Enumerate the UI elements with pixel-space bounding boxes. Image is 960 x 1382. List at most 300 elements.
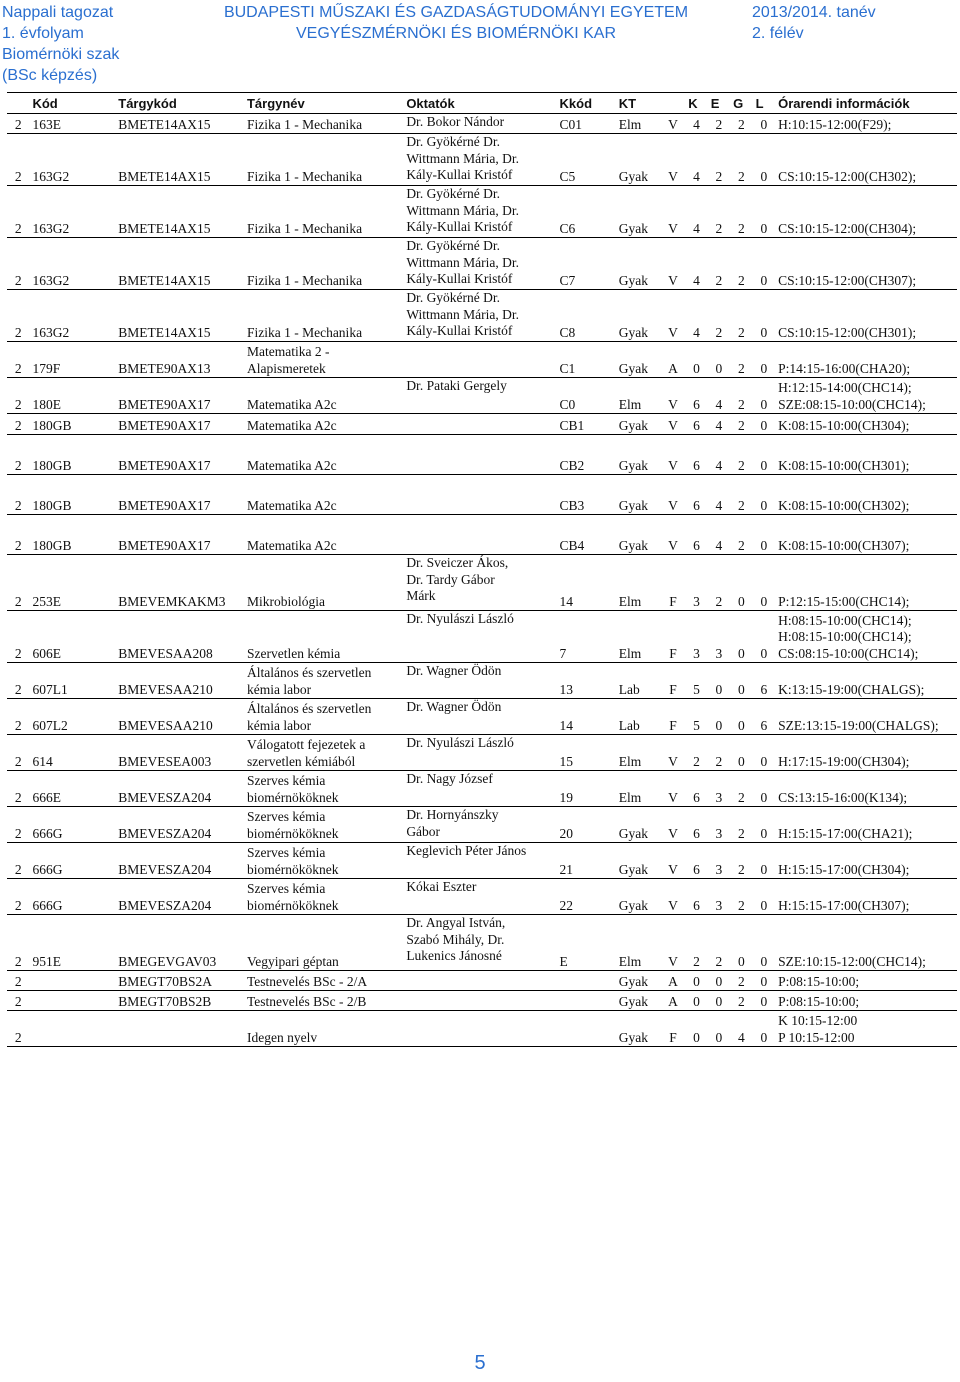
cell-oktatok	[403, 971, 556, 991]
cell-k: 0	[685, 991, 707, 1011]
cell-targynev	[244, 435, 403, 475]
cell-v: V	[661, 807, 686, 843]
cell-targynev	[244, 807, 403, 843]
cell-oktatok-line: Wittmann Mária, Dr.	[406, 306, 519, 322]
cell-targynev-line: Mikrobiológia	[246, 593, 325, 609]
cell-targynev	[244, 991, 403, 1011]
cell-orarendi-info-line: SZE:13:15-19:00(CHALGS);	[778, 717, 939, 733]
cell-kod: 163G2	[29, 238, 115, 290]
cell-oktatok	[403, 435, 556, 475]
cell-kod: 180E	[29, 378, 115, 414]
cell-oktatok	[403, 114, 556, 134]
cell-e: 2	[708, 186, 730, 238]
cell-k: 4	[685, 134, 707, 186]
cell-orarendi-info	[775, 134, 957, 186]
cell-targynev-line: Testnevelés BSc - 2/B	[246, 993, 367, 1009]
cell-targykod: BMETE90AX17	[115, 414, 244, 435]
schedule-table	[7, 92, 957, 1047]
column-header	[661, 93, 686, 114]
cell-oktatok-line: Dr. Hornyánszky	[406, 807, 499, 822]
cell-targynev-line: kémia labor	[246, 717, 312, 733]
cell-kod: 666E	[29, 771, 115, 807]
cell-v: V	[661, 735, 686, 771]
cell-g: 2	[730, 238, 752, 290]
cell-v: V	[661, 134, 686, 186]
header-faculty: VEGYÉSZMÉRNÖKI ÉS BIOMÉRNÖKI KAR	[295, 25, 617, 42]
cell-l: 0	[753, 515, 775, 555]
cell-orarendi-info-line: P 10:15-12:00	[778, 1029, 855, 1045]
cell-v: F	[661, 611, 686, 663]
cell-kkod: C1	[557, 342, 616, 378]
cell-orarendi-info-line: H:15:15-17:00(CH307);	[778, 897, 910, 913]
cell-v: V	[661, 186, 686, 238]
cell-kod: 253E	[29, 555, 115, 611]
cell-orarendi-info-line: P:08:15-10:00;	[778, 973, 860, 989]
cell-oktatok	[403, 879, 556, 915]
cell-oktatok	[403, 475, 556, 515]
cell-targynev	[244, 290, 403, 342]
cell-e: 0	[708, 991, 730, 1011]
cell-targynev-line: Fizika 1 - Mechanika	[246, 324, 363, 340]
cell-e: 4	[708, 475, 730, 515]
table-row	[7, 663, 957, 699]
cell-kkod	[557, 971, 616, 991]
cell-count: 2	[7, 843, 29, 879]
cell-targynev-line: Fizika 1 - Mechanika	[246, 272, 363, 288]
cell-targynev-line: Szerves kémia	[246, 773, 326, 788]
cell-e: 2	[708, 555, 730, 611]
cell-kod: 666G	[29, 879, 115, 915]
cell-g: 0	[730, 611, 752, 663]
cell-kkod: C6	[557, 186, 616, 238]
cell-targynev-line: Általános és szervetlen	[246, 701, 372, 716]
cell-oktatok-line: Keglevich Péter János	[406, 843, 527, 858]
cell-targykod: BMEVESEA003	[115, 735, 244, 771]
cell-kt: Gyak	[616, 1011, 661, 1047]
cell-oktatok-line: Dr. Pataki Gergely	[406, 378, 507, 393]
cell-orarendi-info-line: K:08:15-10:00(CH301);	[778, 457, 910, 473]
cell-targynev	[244, 611, 403, 663]
cell-oktatok	[403, 378, 556, 414]
header-academic-year: 2013/2014. tanév	[752, 4, 876, 21]
cell-g: 2	[730, 515, 752, 555]
header-year: 1. évfolyam	[2, 25, 84, 42]
cell-orarendi-info-line: SZE:08:15-10:00(CHC14);	[778, 396, 926, 412]
cell-targykod: BMETE14AX15	[115, 290, 244, 342]
cell-orarendi-info-line: SZE:10:15-12:00(CHC14);	[778, 953, 926, 969]
table-row	[7, 555, 957, 611]
cell-kod: 951E	[29, 915, 115, 971]
cell-kkod: 7	[557, 611, 616, 663]
cell-count: 2	[7, 290, 29, 342]
cell-v: F	[661, 1011, 686, 1047]
cell-e: 3	[708, 611, 730, 663]
cell-targykod: BMEVESZA204	[115, 843, 244, 879]
cell-targynev	[244, 879, 403, 915]
cell-kod: 606E	[29, 611, 115, 663]
cell-targynev-line: Szervetlen kémia	[246, 645, 341, 661]
page-number: 5	[474, 1352, 486, 1374]
cell-k: 4	[685, 114, 707, 134]
cell-v: V	[661, 435, 686, 475]
cell-v: F	[661, 555, 686, 611]
cell-targynev-line: Válogatott fejezetek a	[246, 737, 366, 752]
cell-orarendi-info	[775, 611, 957, 663]
cell-oktatok-line: Dr. Gyökérné Dr.	[406, 238, 501, 253]
cell-e: 4	[708, 414, 730, 435]
cell-kod: 607L2	[29, 699, 115, 735]
cell-targynev	[244, 1011, 403, 1047]
cell-count: 2	[7, 238, 29, 290]
cell-l: 0	[753, 238, 775, 290]
cell-e: 2	[708, 134, 730, 186]
cell-k: 6	[685, 879, 707, 915]
cell-k: 4	[685, 290, 707, 342]
cell-oktatok-line: Gábor	[406, 823, 441, 839]
cell-kt: Elm	[616, 915, 661, 971]
cell-kod	[29, 1011, 115, 1047]
cell-oktatok	[403, 134, 556, 186]
cell-e: 2	[708, 290, 730, 342]
cell-targykod: BMETE90AX17	[115, 435, 244, 475]
cell-kkod: CB4	[557, 515, 616, 555]
cell-g: 0	[730, 735, 752, 771]
cell-oktatok-line: Dr. Wagner Ödön	[406, 699, 502, 714]
cell-oktatok	[403, 186, 556, 238]
cell-g: 0	[730, 699, 752, 735]
cell-orarendi-info	[775, 555, 957, 611]
cell-oktatok-line: Kókai Eszter	[406, 879, 477, 894]
cell-l: 0	[753, 971, 775, 991]
table-row	[7, 515, 957, 555]
cell-kkod: C5	[557, 134, 616, 186]
cell-k: 3	[685, 611, 707, 663]
header-degree: (BSc képzés)	[2, 67, 98, 84]
cell-count: 2	[7, 807, 29, 843]
cell-oktatok	[403, 807, 556, 843]
cell-e: 0	[708, 971, 730, 991]
column-header-kkod: Kkód	[557, 93, 616, 114]
cell-kod	[29, 971, 115, 991]
cell-kkod: 21	[557, 843, 616, 879]
cell-orarendi-info	[775, 1011, 957, 1047]
cell-targynev-line: Fizika 1 - Mechanika	[246, 220, 363, 236]
cell-orarendi-info	[775, 414, 957, 435]
cell-targynev-line: biomérnököknek	[246, 861, 339, 877]
cell-targynev	[244, 238, 403, 290]
cell-oktatok-line: Dr. Gyökérné Dr.	[406, 134, 501, 149]
cell-targykod: BMETE90AX13	[115, 342, 244, 378]
cell-v: V	[661, 290, 686, 342]
cell-v: V	[661, 414, 686, 435]
cell-count: 2	[7, 186, 29, 238]
cell-targynev-line: biomérnököknek	[246, 825, 339, 841]
cell-k: 6	[685, 515, 707, 555]
cell-k: 6	[685, 475, 707, 515]
cell-oktatok-line: Dr. Gyökérné Dr.	[406, 290, 501, 305]
header-left	[2, 2, 119, 86]
cell-targykod: BMETE14AX15	[115, 134, 244, 186]
cell-oktatok	[403, 735, 556, 771]
cell-oktatok	[403, 699, 556, 735]
cell-orarendi-info	[775, 699, 957, 735]
cell-oktatok-line: Wittmann Mária, Dr.	[406, 150, 519, 166]
cell-targynev-line: Szerves kémia	[246, 809, 326, 824]
cell-g: 2	[730, 186, 752, 238]
cell-targykod: BMETE14AX15	[115, 238, 244, 290]
cell-k: 6	[685, 378, 707, 414]
cell-oktatok-line: Dr. Nagy József	[406, 771, 493, 786]
cell-kod: 614	[29, 735, 115, 771]
cell-count: 2	[7, 699, 29, 735]
cell-k: 6	[685, 414, 707, 435]
cell-kkod: 15	[557, 735, 616, 771]
cell-kkod: C01	[557, 114, 616, 134]
cell-k: 4	[685, 238, 707, 290]
cell-orarendi-info-line: H:12:15-14:00(CHC14);	[778, 380, 912, 395]
cell-orarendi-info-line: H:15:15-17:00(CHA21);	[778, 825, 913, 841]
cell-kod: 180GB	[29, 515, 115, 555]
cell-oktatok-line: Kály-Kullai Kristóf	[406, 271, 513, 286]
cell-kt: Gyak	[616, 879, 661, 915]
cell-oktatok-line: Dr. Bokor Nándor	[406, 114, 505, 129]
cell-v: F	[661, 699, 686, 735]
table-row	[7, 134, 957, 186]
cell-orarendi-info	[775, 378, 957, 414]
cell-orarendi-info-line: H:15:15-17:00(CH304);	[778, 861, 910, 877]
cell-targynev-line: Matematika A2c	[246, 497, 337, 513]
column-header-g: G	[730, 93, 752, 114]
cell-oktatok	[403, 515, 556, 555]
table-row	[7, 771, 957, 807]
cell-g: 4	[730, 1011, 752, 1047]
header-right	[752, 2, 876, 44]
cell-kod: 163G2	[29, 186, 115, 238]
cell-e: 3	[708, 843, 730, 879]
cell-l: 0	[753, 735, 775, 771]
column-header-targykod: Tárgykód	[115, 93, 244, 114]
cell-l: 0	[753, 771, 775, 807]
cell-targykod: BMEGT70BS2A	[115, 971, 244, 991]
cell-v: V	[661, 515, 686, 555]
cell-e: 3	[708, 879, 730, 915]
column-header-kod: Kód	[29, 93, 115, 114]
cell-k: 2	[685, 915, 707, 971]
cell-kt: Gyak	[616, 342, 661, 378]
cell-oktatok	[403, 663, 556, 699]
table-row	[7, 1011, 957, 1047]
column-header-kt: KT	[616, 93, 661, 114]
cell-k: 3	[685, 555, 707, 611]
header-university: BUDAPESTI MŰSZAKI ÉS GAZDASÁGTUDOMÁNYI EGYETEM	[223, 4, 689, 21]
column-header-oktatok: Oktatók	[403, 93, 556, 114]
cell-k: 4	[685, 186, 707, 238]
cell-kkod: E	[557, 915, 616, 971]
table-row	[7, 378, 957, 414]
cell-orarendi-info	[775, 915, 957, 971]
cell-v: V	[661, 843, 686, 879]
cell-oktatok	[403, 843, 556, 879]
cell-oktatok-line: Szabó Mihály, Dr.	[406, 931, 505, 947]
cell-oktatok-line: Dr. Tardy Gábor	[406, 571, 495, 587]
cell-l: 0	[753, 290, 775, 342]
cell-k: 6	[685, 843, 707, 879]
cell-targykod: BMEVESAA210	[115, 663, 244, 699]
cell-targykod: BMETE14AX15	[115, 114, 244, 134]
cell-targynev-line: Szerves kémia	[246, 845, 326, 860]
cell-g: 2	[730, 771, 752, 807]
cell-e: 2	[708, 915, 730, 971]
cell-targynev-line: Szerves kémia	[246, 881, 326, 896]
cell-kt: Elm	[616, 735, 661, 771]
table-row	[7, 611, 957, 663]
cell-kkod	[557, 991, 616, 1011]
cell-targynev-line: Fizika 1 - Mechanika	[246, 168, 363, 184]
cell-count: 2	[7, 879, 29, 915]
cell-g: 2	[730, 134, 752, 186]
cell-g: 2	[730, 971, 752, 991]
cell-e: 2	[708, 238, 730, 290]
cell-orarendi-info	[775, 435, 957, 475]
cell-targynev-line: Matematika A2c	[246, 537, 337, 553]
cell-kt: Gyak	[616, 991, 661, 1011]
cell-oktatok	[403, 414, 556, 435]
cell-v: V	[661, 238, 686, 290]
cell-oktatok-line: Wittmann Mária, Dr.	[406, 254, 519, 270]
cell-e: 4	[708, 378, 730, 414]
cell-oktatok	[403, 290, 556, 342]
cell-targynev-line: Matematika 2 -	[246, 344, 330, 359]
cell-orarendi-info	[775, 186, 957, 238]
cell-oktatok-line: Dr. Nyulászi László	[406, 611, 514, 626]
cell-kkod: C0	[557, 378, 616, 414]
table-row	[7, 414, 957, 435]
cell-orarendi-info	[775, 807, 957, 843]
cell-kkod: 14	[557, 555, 616, 611]
cell-kod: 163G2	[29, 134, 115, 186]
cell-targynev-line: Fizika 1 - Mechanika	[246, 116, 363, 132]
cell-count: 2	[7, 414, 29, 435]
cell-count: 2	[7, 971, 29, 991]
cell-k: 6	[685, 771, 707, 807]
cell-k: 6	[685, 435, 707, 475]
cell-g: 2	[730, 879, 752, 915]
cell-kkod	[557, 1011, 616, 1047]
cell-g: 2	[730, 378, 752, 414]
cell-targynev	[244, 134, 403, 186]
cell-g: 0	[730, 555, 752, 611]
cell-kt: Gyak	[616, 238, 661, 290]
table-row	[7, 342, 957, 378]
cell-targykod: BMEGEVGAV03	[115, 915, 244, 971]
cell-kkod: CB2	[557, 435, 616, 475]
cell-e: 0	[708, 1011, 730, 1047]
cell-e: 2	[708, 735, 730, 771]
cell-count: 2	[7, 663, 29, 699]
cell-targykod: BMEGT70BS2B	[115, 991, 244, 1011]
cell-targykod: BMETE14AX15	[115, 186, 244, 238]
cell-count: 2	[7, 555, 29, 611]
cell-orarendi-info-line: H:10:15-12:00(F29);	[778, 116, 892, 132]
cell-oktatok	[403, 1011, 556, 1047]
cell-count: 2	[7, 735, 29, 771]
cell-orarendi-info	[775, 290, 957, 342]
cell-l: 0	[753, 414, 775, 435]
cell-count: 2	[7, 114, 29, 134]
cell-kt: Elm	[616, 555, 661, 611]
cell-g: 2	[730, 342, 752, 378]
cell-oktatok-line: Kály-Kullai Kristóf	[406, 323, 513, 338]
cell-k: 0	[685, 971, 707, 991]
cell-targykod: BMETE90AX17	[115, 378, 244, 414]
cell-l: 0	[753, 114, 775, 134]
cell-targykod: BMEVEMKAKM3	[115, 555, 244, 611]
cell-kod: 666G	[29, 843, 115, 879]
cell-targynev-line: biomérnököknek	[246, 789, 339, 805]
cell-count: 2	[7, 915, 29, 971]
table-row	[7, 991, 957, 1011]
cell-v: V	[661, 114, 686, 134]
cell-orarendi-info	[775, 515, 957, 555]
cell-oktatok	[403, 915, 556, 971]
cell-targykod: BMETE90AX17	[115, 475, 244, 515]
cell-count: 2	[7, 771, 29, 807]
header-center	[186, 2, 726, 44]
cell-e: 3	[708, 771, 730, 807]
cell-l: 0	[753, 186, 775, 238]
cell-g: 2	[730, 807, 752, 843]
cell-orarendi-info	[775, 342, 957, 378]
cell-k: 2	[685, 735, 707, 771]
cell-orarendi-info	[775, 663, 957, 699]
cell-targynev	[244, 555, 403, 611]
cell-g: 0	[730, 915, 752, 971]
cell-l: 0	[753, 435, 775, 475]
cell-g: 2	[730, 414, 752, 435]
cell-targynev-line: Általános és szervetlen	[246, 665, 372, 680]
cell-g: 2	[730, 435, 752, 475]
cell-l: 0	[753, 807, 775, 843]
cell-orarendi-info-line: P:14:15-16:00(CHA20);	[778, 360, 911, 376]
cell-g: 2	[730, 290, 752, 342]
cell-kt: Elm	[616, 771, 661, 807]
cell-kkod: 19	[557, 771, 616, 807]
cell-orarendi-info-line: K 10:15-12:00	[778, 1013, 858, 1028]
cell-orarendi-info-line: CS:10:15-12:00(CH304);	[778, 220, 917, 236]
cell-l: 0	[753, 134, 775, 186]
cell-orarendi-info-line: K:08:15-10:00(CH304);	[778, 417, 910, 433]
cell-kt: Lab	[616, 699, 661, 735]
table-row	[7, 290, 957, 342]
cell-k: 5	[685, 699, 707, 735]
cell-targynev	[244, 971, 403, 991]
cell-e: 0	[708, 699, 730, 735]
table-row	[7, 807, 957, 843]
cell-kt: Gyak	[616, 475, 661, 515]
cell-targynev-line: kémia labor	[246, 681, 312, 697]
cell-kt: Gyak	[616, 515, 661, 555]
cell-targykod: BMEVESZA204	[115, 771, 244, 807]
cell-targynev	[244, 515, 403, 555]
cell-l: 6	[753, 663, 775, 699]
cell-oktatok-line: Dr. Angyal István,	[406, 915, 506, 930]
table-body	[7, 114, 957, 1047]
cell-oktatok-line: Lukenics Jánosné	[406, 948, 502, 963]
cell-l: 0	[753, 915, 775, 971]
cell-kod: 179F	[29, 342, 115, 378]
table-row	[7, 971, 957, 991]
cell-e: 4	[708, 515, 730, 555]
